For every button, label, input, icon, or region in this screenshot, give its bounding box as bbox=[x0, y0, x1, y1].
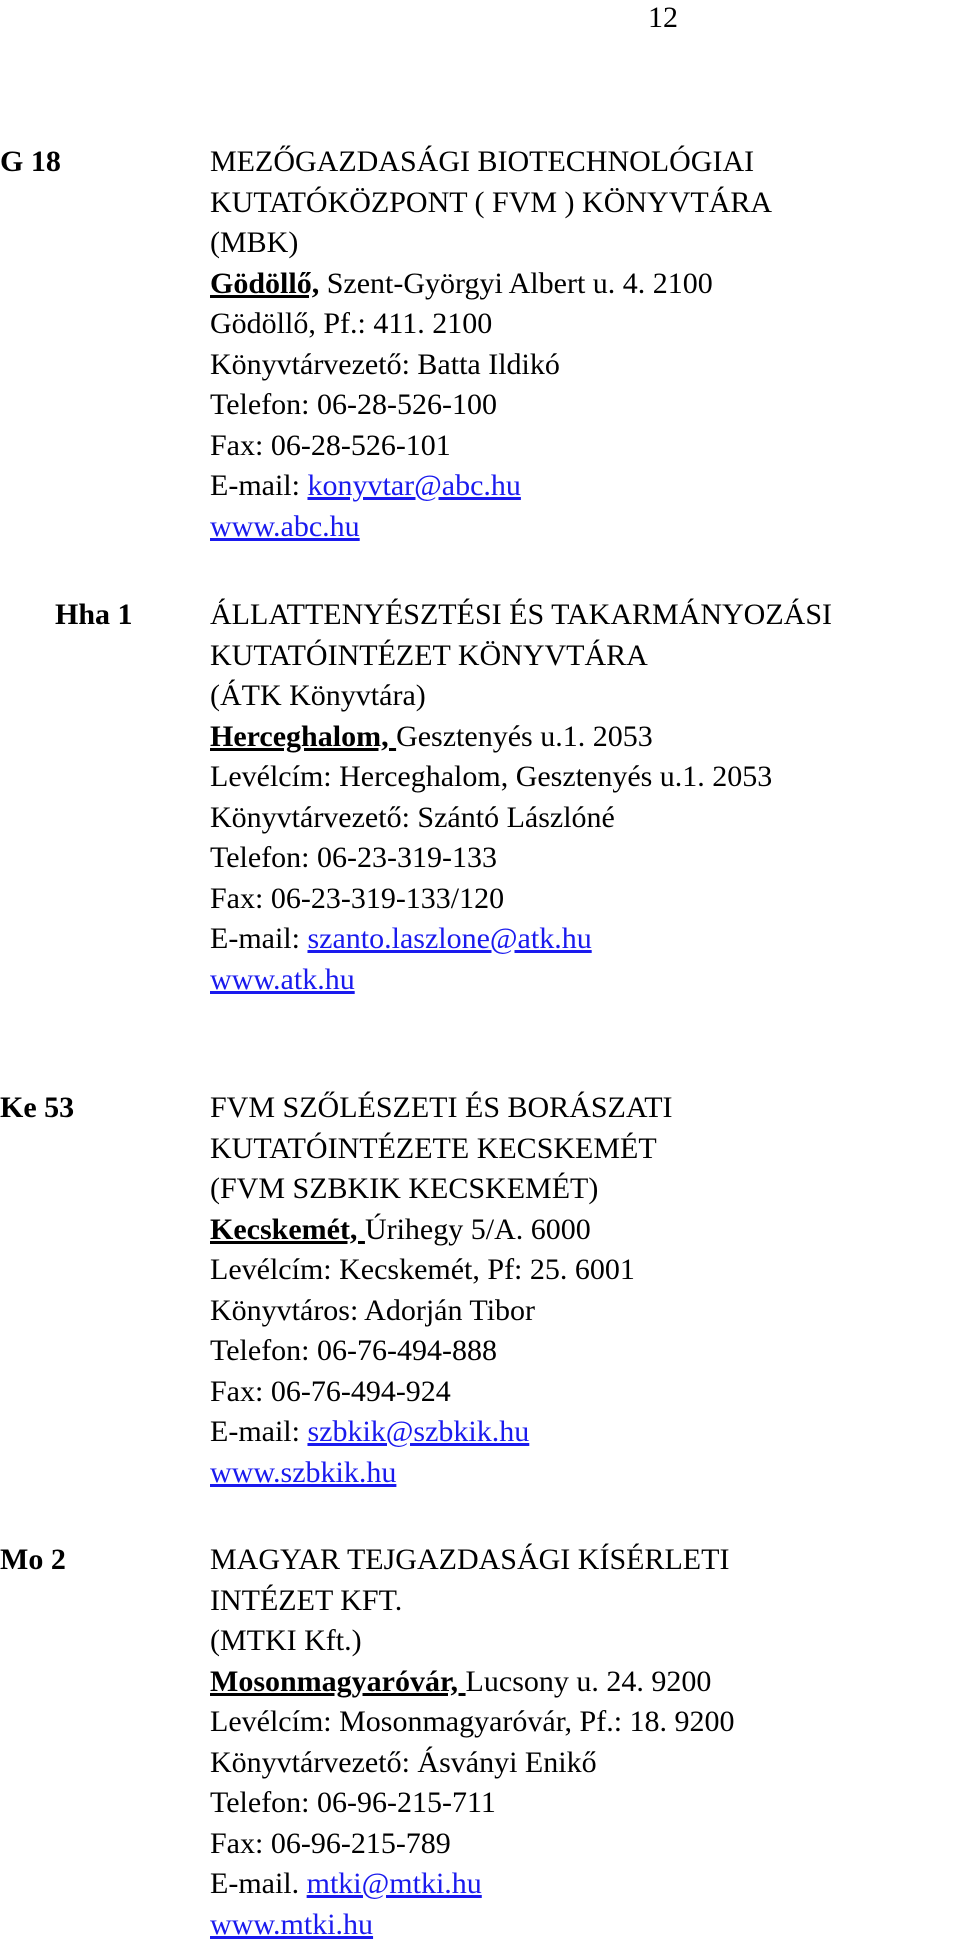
entry-detail-line: Fax: 06-96-215-789 bbox=[210, 1826, 451, 1860]
entry-detail-line: Levélcím: Herceghalom, Gesztenyés u.1. 2053 bbox=[210, 760, 773, 793]
entry-city: Kecskemét, bbox=[210, 1212, 365, 1246]
email-label: E-mail. bbox=[210, 1867, 307, 1900]
entry-name-line: INTÉZET KFT. bbox=[210, 1583, 403, 1617]
entry-details bbox=[210, 595, 960, 1000]
entry-name-line: MEZŐGAZDASÁGI BIOTECHNOLÓGIAI bbox=[210, 145, 755, 178]
email-link[interactable]: mtki@mtki.hu bbox=[306, 1867, 482, 1900]
entry-address-line bbox=[210, 1210, 960, 1251]
entry-city: Herceghalom, bbox=[210, 719, 397, 753]
entry-details bbox=[210, 142, 960, 547]
entry-name-line: ÁLLATTENYÉSZTÉSI ÉS TAKARMÁNYOZÁSI bbox=[210, 598, 833, 631]
entry-detail-line: Fax: 06-23-319-133/120 bbox=[210, 881, 505, 915]
entry-detail-line: Telefon: 06-23-319-133 bbox=[210, 841, 497, 874]
website-link[interactable]: www.abc.hu bbox=[210, 509, 360, 543]
entry-name-line: (FVM SZBKIK KECSKEMÉT) bbox=[210, 1172, 599, 1205]
entry-web-line bbox=[210, 1905, 960, 1946]
entry-detail-line: Könyvtárvezető: Batta Ildikó bbox=[210, 347, 560, 381]
entry-address: Lucsony u. 24. 9200 bbox=[465, 1664, 712, 1698]
entry-name-line: MAGYAR TEJGAZDASÁGI KÍSÉRLETI bbox=[210, 1543, 730, 1576]
entry-detail-line: Fax: 06-76-494-924 bbox=[210, 1374, 451, 1408]
email-link[interactable]: konyvtar@abc.hu bbox=[307, 469, 521, 502]
email-label: E-mail: bbox=[210, 922, 308, 955]
email-label: E-mail: bbox=[210, 469, 308, 502]
entry-name-line: FVM SZŐLÉSZETI ÉS BORÁSZATI bbox=[210, 1091, 673, 1124]
entry-detail-line: Telefon: 06-76-494-888 bbox=[210, 1334, 497, 1367]
entry-web-line bbox=[210, 960, 960, 1001]
email-link[interactable]: szbkik@szbkik.hu bbox=[307, 1415, 530, 1448]
entry-name-line: KUTATÓKÖZPONT ( FVM ) KÖNYVTÁRA bbox=[210, 185, 773, 219]
entry-code: G 18 bbox=[0, 145, 61, 178]
entry-email-line bbox=[210, 466, 960, 507]
email-label: E-mail: bbox=[210, 1415, 308, 1448]
entry-code: Hha 1 bbox=[55, 598, 133, 631]
entry-detail-line: Fax: 06-28-526-101 bbox=[210, 428, 451, 462]
entry-name-line: KUTATÓINTÉZET KÖNYVTÁRA bbox=[210, 638, 648, 672]
entry-web-line bbox=[210, 507, 960, 548]
entry-address-line bbox=[210, 717, 960, 758]
entry-name-line: (MBK) bbox=[210, 226, 299, 259]
entry-address-line bbox=[210, 1662, 960, 1703]
entry-detail-line: Könyvtáros: Adorján Tibor bbox=[210, 1293, 536, 1327]
email-link[interactable]: szanto.laszlone@atk.hu bbox=[307, 922, 592, 955]
entry-detail-line: Könyvtárvezető: Szántó Lászlóné bbox=[210, 800, 615, 834]
entry-detail-line: Levélcím: Mosonmagyaróvár, Pf.: 18. 9200 bbox=[210, 1705, 735, 1738]
page-number: 12 bbox=[648, 1, 678, 34]
website-link[interactable]: www.mtki.hu bbox=[210, 1907, 374, 1941]
entry-email-line bbox=[210, 919, 960, 960]
entry-detail-line: Telefon: 06-28-526-100 bbox=[210, 388, 497, 421]
entry-detail-line: Könyvtárvezető: Ásványi Enikő bbox=[210, 1745, 597, 1779]
entry-address: Gesztenyés u.1. 2053 bbox=[396, 719, 653, 753]
website-link[interactable]: www.atk.hu bbox=[210, 962, 355, 996]
entry-detail-line: Levélcím: Kecskemét, Pf: 25. 6001 bbox=[210, 1253, 635, 1286]
entry-email-line bbox=[210, 1412, 960, 1453]
entry-name-line: KUTATÓINTÉZETE KECSKEMÉT bbox=[210, 1131, 657, 1165]
entry-name-line: (MTKI Kft.) bbox=[210, 1624, 362, 1657]
entry-detail-line: Gödöllő, Pf.: 411. 2100 bbox=[210, 307, 493, 340]
entry-details bbox=[210, 1540, 960, 1945]
entry-address-line bbox=[210, 264, 960, 305]
entry-address: Szent-Györgyi Albert u. 4. 2100 bbox=[319, 266, 713, 300]
entry-code: Mo 2 bbox=[0, 1543, 66, 1576]
entry-address: Úrihegy 5/A. 6000 bbox=[364, 1212, 591, 1246]
website-link[interactable]: www.szbkik.hu bbox=[210, 1455, 397, 1489]
entry-details bbox=[210, 1088, 960, 1493]
entry-city: Mosonmagyaróvár, bbox=[210, 1664, 466, 1698]
entry-city: Gödöllő, bbox=[210, 266, 320, 300]
entry-web-line bbox=[210, 1453, 960, 1494]
entry-detail-line: Telefon: 06-96-215-711 bbox=[210, 1786, 496, 1819]
entry-code: Ke 53 bbox=[0, 1091, 75, 1124]
entry-name-line: (ÁTK Könyvtára) bbox=[210, 679, 426, 712]
entry-email-line bbox=[210, 1864, 960, 1905]
